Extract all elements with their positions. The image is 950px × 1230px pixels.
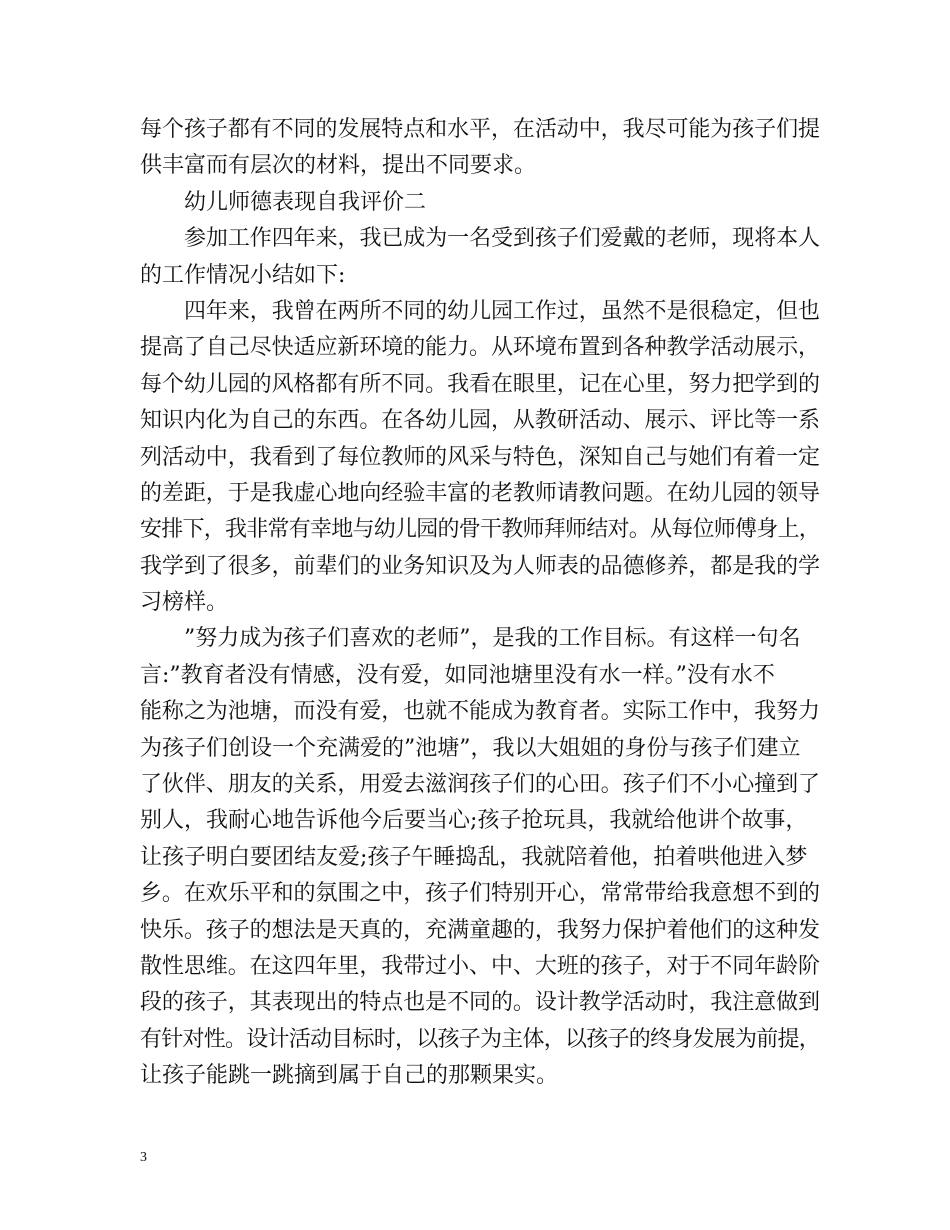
text-line: 参加工作四年来，我已成为一名受到孩子们爱戴的老师，现将本人 [184,226,820,252]
section-heading: 幼儿师德表现自我评价二 [184,189,427,215]
text-line: 有针对性。设计活动目标时，以孩子为主体，以孩子的终身发展为前提， [140,1026,820,1052]
document-body [140,112,820,1095]
text-line: 我学到了很多，前辈们的业务知识及为人师表的品德修养，都是我的学 [140,553,820,579]
text-line: 乡。在欢乐平和的氛围之中，孩子们特别开心，常常带给我意想不到的 [140,881,820,907]
text-line: 的工作情况小结如下: [140,262,346,288]
text-line: 别人，我耐心地告诉他今后要当心;孩子抢玩具，我就给他讲个故事， [140,808,808,834]
text-line: 安排下，我非常有幸地与幼儿园的骨干教师拜师结对。从每位师傅身上， [140,517,820,543]
page-number: 3 [140,1150,147,1165]
text-line: 的差距，于是我虚心地向经验丰富的老教师请教问题。在幼儿园的领导 [140,480,820,506]
text-line: ”努力成为孩子们喜欢的老师”，是我的工作目标。有这样一句名 [184,626,801,652]
text-line: 言:”教育者没有情感，没有爱，如同池塘里没有水一样。”没有水不 [140,662,775,688]
text-line: 段的孩子，其表现出的特点也是不同的。设计教学活动时，我注意做到 [140,990,820,1016]
text-line: 让孩子明白要团结友爱;孩子午睡捣乱，我就陪着他，拍着哄他进入梦 [140,844,808,870]
text-line: 四年来，我曾在两所不同的幼儿园工作过，虽然不是很稳定，但也 [184,298,820,324]
text-line: 列活动中，我看到了每位教师的风采与特色，深知自己与她们有着一定 [140,444,820,470]
text-line: 能称之为池塘，而没有爱，也就不能成为教育者。实际工作中，我努力 [140,699,820,725]
text-line: 知识内化为自己的东西。在各幼儿园，从教研活动、展示、评比等一系 [140,408,820,434]
text-line: 为孩子们创设一个充满爱的”池塘”，我以大姐姐的身份与孩子们建立 [140,735,801,761]
text-line: 供丰富而有层次的材料，提出不同要求。 [140,153,537,179]
text-line: 每个幼儿园的风格都有所不同。我看在眼里，记在心里，努力把学到的 [140,371,820,397]
text-line: 了伙伴、朋友的关系，用爱去滋润孩子们的心田。孩子们不小心撞到了 [140,772,820,798]
text-line: 散性思维。在这四年里，我带过小、中、大班的孩子，对于不同年龄阶 [140,953,820,979]
text-line: 每个孩子都有不同的发展特点和水平，在活动中，我尽可能为孩子们提 [140,117,820,142]
text-line: 提高了自己尽快适应新环境的能力。从环境布置到各种教学活动展示， [140,335,820,361]
text-line: 习榜样。 [140,590,229,616]
text-line: 快乐。孩子的想法是天真的，充满童趣的，我努力保护着他们的这种发 [140,917,820,943]
text-line: 让孩子能跳一跳摘到属于自己的那颗果实。 [140,1063,559,1089]
